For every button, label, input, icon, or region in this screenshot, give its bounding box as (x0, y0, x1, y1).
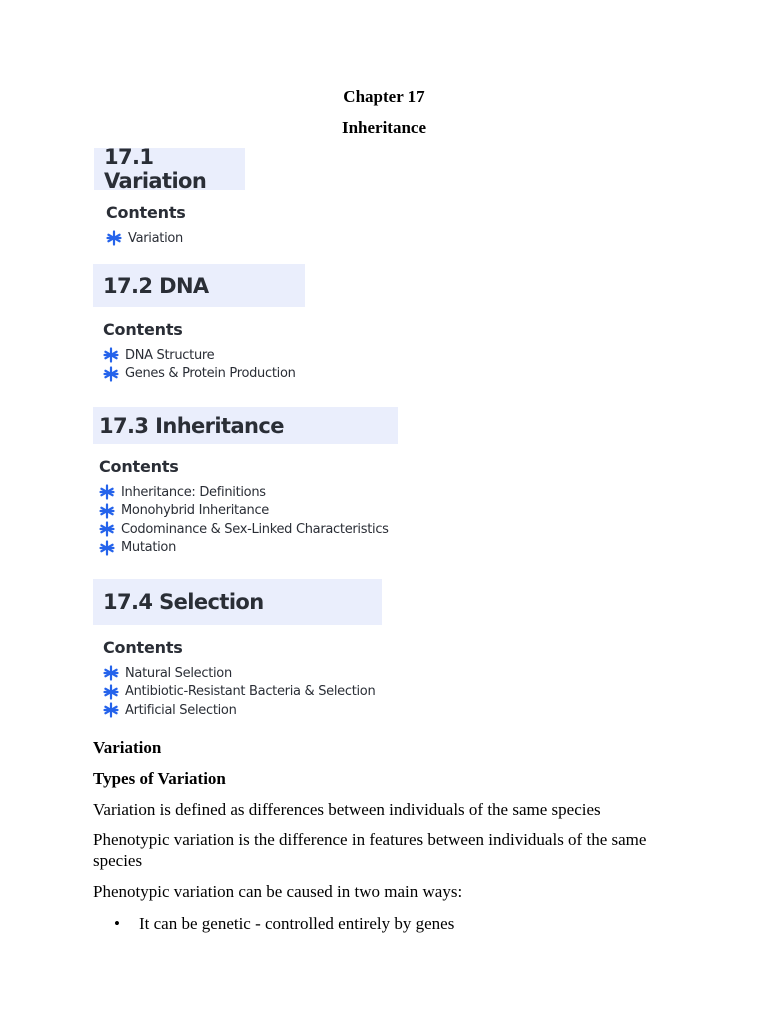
section-17-2 (93, 264, 305, 383)
contents-heading: Contents (106, 203, 186, 222)
section-heading: 17.2 DNA (93, 264, 305, 307)
chapter-title: Inheritance (341, 118, 427, 137)
bullet-text: It can be genetic - controlled entirely by genes (139, 914, 455, 933)
list-item[interactable] (103, 346, 305, 365)
asterisk-star-icon (103, 665, 119, 681)
contents-list (103, 664, 382, 720)
list-item[interactable] (106, 229, 245, 248)
body-paragraph: Phenotypic variation is the difference in features between individuals of the same species (93, 830, 647, 870)
contents-heading: Contents (103, 638, 183, 657)
list-item-label: Variation (128, 230, 183, 246)
asterisk-star-icon (99, 540, 115, 556)
list-item[interactable] (103, 365, 305, 384)
list-item-label: Mutation (121, 540, 177, 556)
list-item[interactable] (103, 701, 382, 720)
section-17-3 (93, 407, 398, 557)
section-heading: 17.4 Selection (93, 579, 382, 625)
list-item-label: DNA Structure (125, 347, 215, 363)
list-item-label: Monohybrid Inheritance (121, 503, 270, 519)
list-item-label: Inheritance: Definitions (121, 484, 266, 500)
contents-heading: Contents (99, 457, 179, 476)
section-heading: 17.1 Variation (94, 148, 245, 190)
section-heading: 17.3 Inheritance (93, 407, 398, 444)
list-item[interactable] (103, 664, 382, 683)
body-paragraph: Variation is defined as differences between individuals of the same species (93, 800, 601, 819)
list-item[interactable] (99, 539, 398, 558)
body-heading: Variation (93, 738, 162, 757)
section-17-4 (93, 579, 382, 720)
list-item[interactable] (99, 520, 398, 539)
bullet-dot-icon: • (114, 914, 120, 933)
contents-list (106, 229, 245, 248)
list-item-label: Genes & Protein Production (125, 366, 296, 382)
contents-list (103, 346, 305, 383)
list-item[interactable] (103, 683, 382, 702)
asterisk-star-icon (103, 684, 119, 700)
asterisk-star-icon (99, 521, 115, 537)
asterisk-star-icon (99, 503, 115, 519)
list-item[interactable] (99, 483, 398, 502)
list-item[interactable] (99, 502, 398, 521)
list-item-label: Natural Selection (125, 665, 232, 681)
contents-heading: Contents (103, 320, 183, 339)
asterisk-star-icon (99, 484, 115, 500)
asterisk-star-icon (106, 230, 122, 246)
body-subheading: Types of Variation (93, 769, 226, 788)
asterisk-star-icon (103, 366, 119, 382)
asterisk-star-icon (103, 347, 119, 363)
asterisk-star-icon (103, 702, 119, 718)
list-item-label: Artificial Selection (125, 702, 237, 718)
list-item-label: Antibiotic-Resistant Bacteria & Selection (125, 684, 376, 700)
body-paragraph: Phenotypic variation can be caused in two main ways: (93, 882, 463, 901)
list-item-label: Codominance & Sex-Linked Characteristics (121, 521, 389, 537)
chapter-number: Chapter 17 (343, 87, 425, 106)
bullet-list-item (114, 913, 454, 934)
section-17-1 (94, 145, 245, 248)
contents-list (99, 483, 398, 557)
